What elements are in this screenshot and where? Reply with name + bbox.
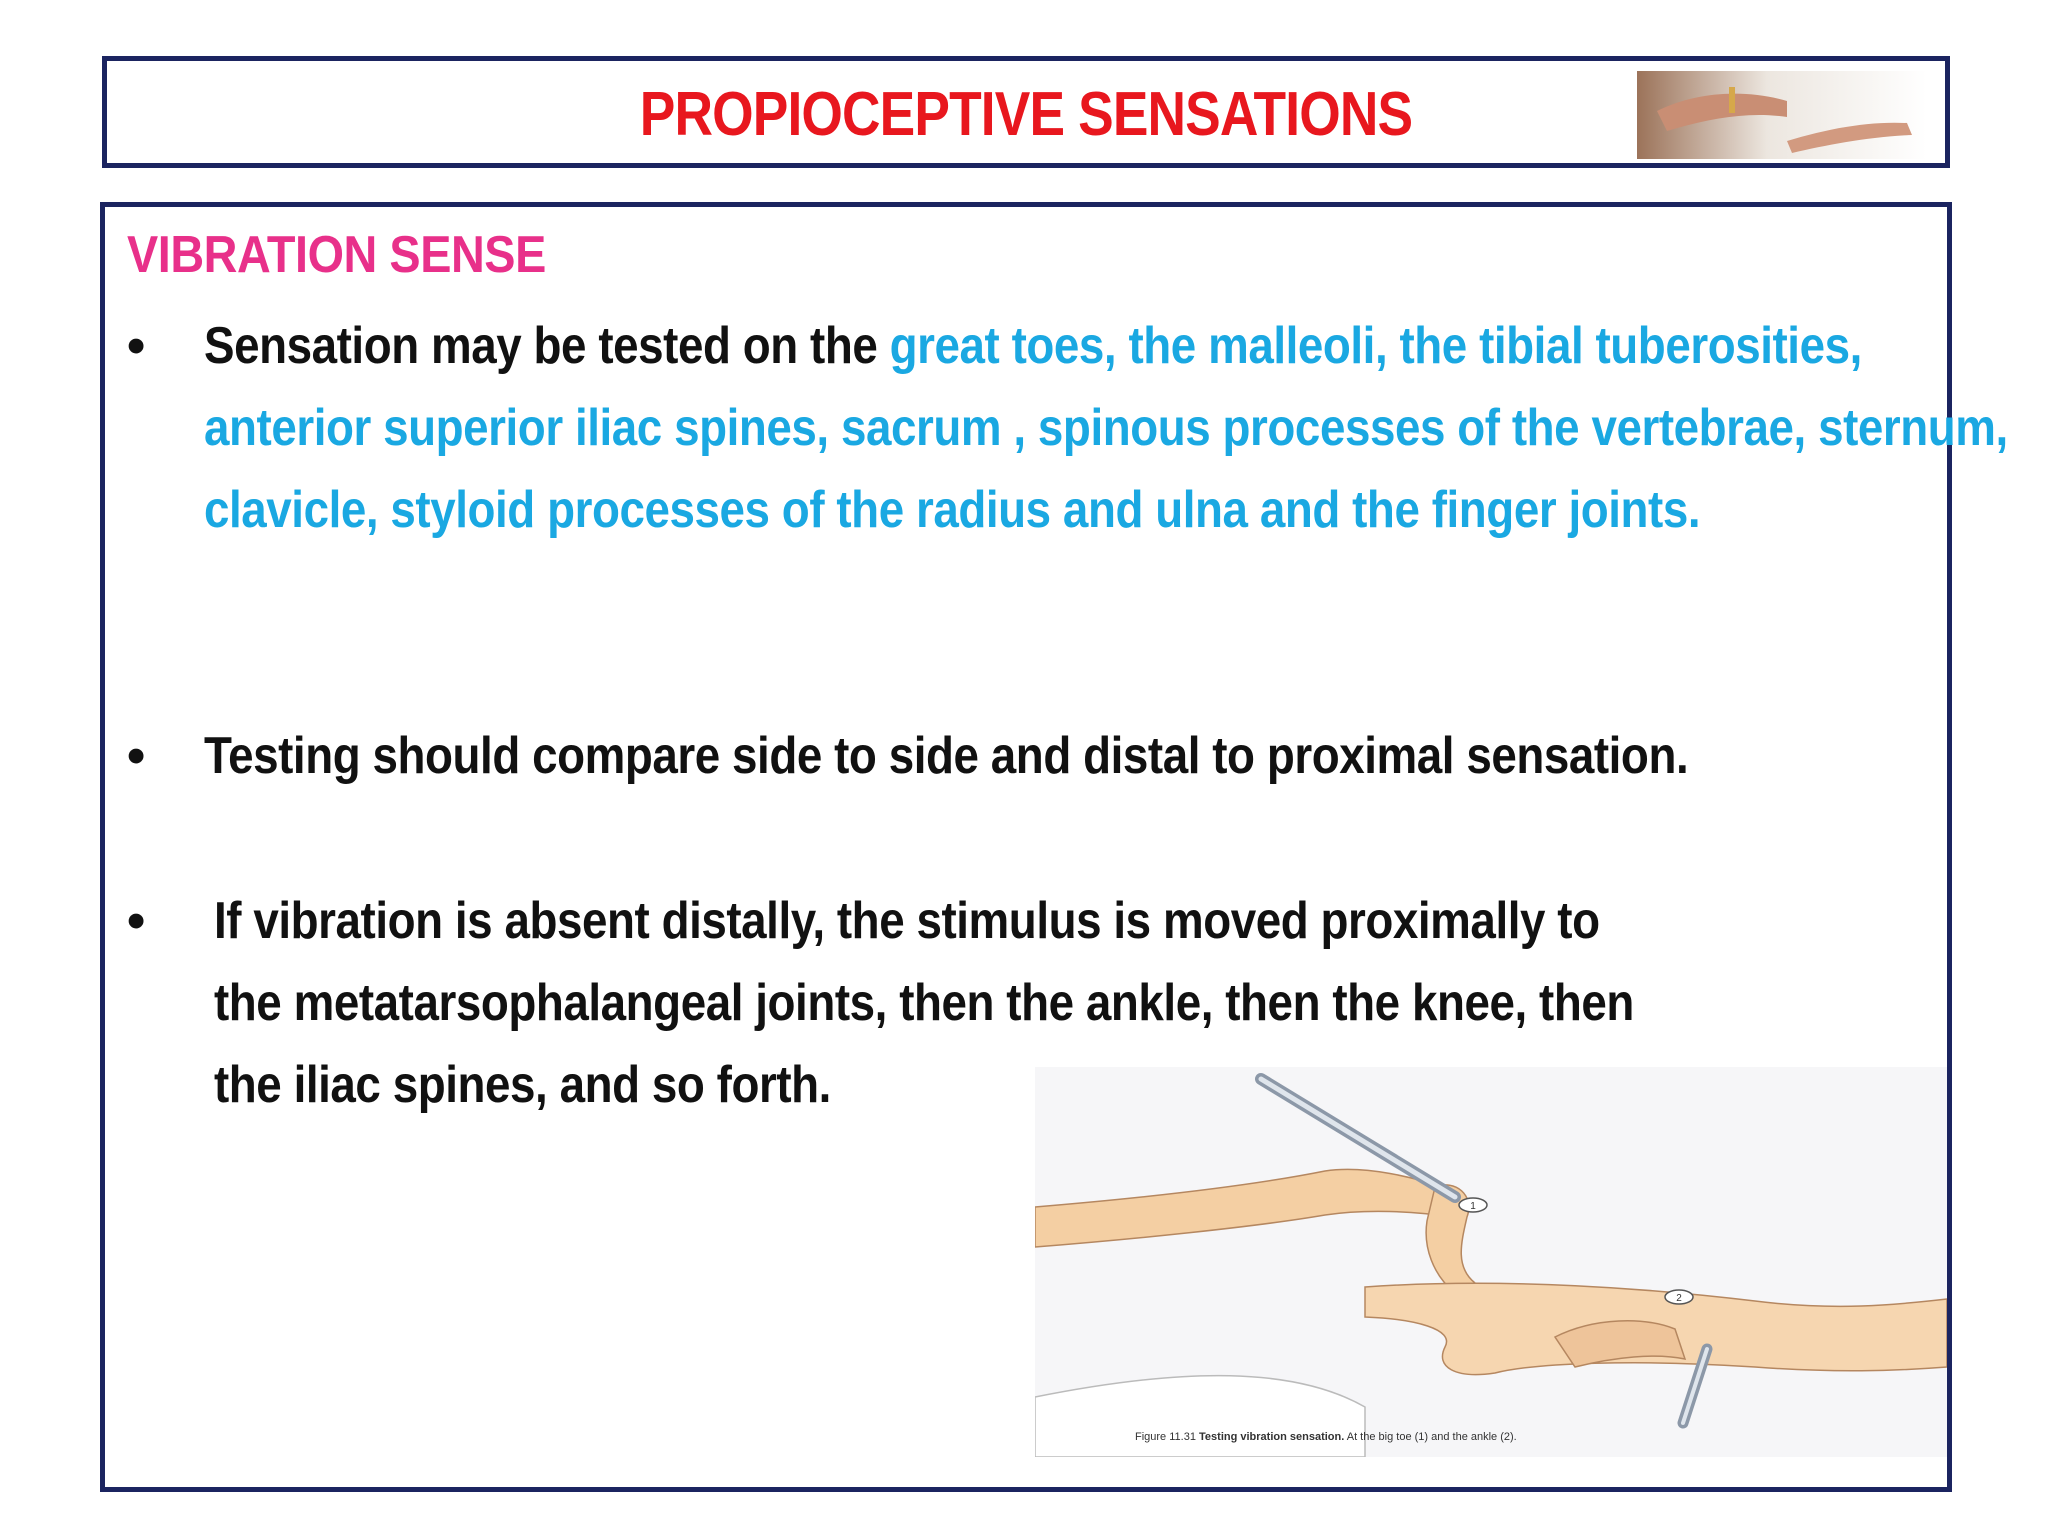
section-heading: VIBRATION SENSE — [127, 226, 546, 284]
figure-label-1: 1 — [1470, 1201, 1476, 1212]
figure-caption-title: Testing vibration sensation. — [1199, 1431, 1345, 1443]
slide-title: PROPIOCEPTIVE SENSATIONS — [639, 80, 1413, 149]
bullet-text: Testing should compare side to side and distal to proximal sensation. — [204, 727, 1689, 785]
bullet-item — [127, 305, 2008, 645]
hand-photo-thumbnail — [1637, 71, 1927, 159]
figure-caption-rest: At the big toe (1) and the ankle (2). — [1346, 1431, 1517, 1443]
bullet-text: Sensation may be tested on the — [204, 317, 890, 375]
vibration-test-figure — [1035, 1067, 1947, 1457]
figure-label-2: 2 — [1676, 1293, 1682, 1304]
figure-number: Figure 11.31 — [1135, 1431, 1196, 1443]
content-panel — [100, 202, 2008, 1492]
body-sites-highlight: great toes, the malleoli, the tibial tuberosities, anterior superior iliac spines, sacrum , spinous processes of the vertebrae, sternum, clavicle, styloid processes of the radius and ulna and the finger joints. — [204, 317, 2008, 539]
title-banner — [102, 56, 1950, 168]
bullet-dot: • — [127, 317, 145, 375]
bullet-text: If vibration is absent distally, the stimulus is moved proximally to the metatarsophalangeal joints, then the ankle, then the knee, then the iliac spines, and so forth. — [214, 892, 1634, 1114]
bullet-item — [127, 715, 1927, 805]
bullet-dot: • — [127, 727, 145, 785]
tuning-fork-illustration — [1035, 1067, 1947, 1457]
figure-caption — [1135, 1431, 1517, 1443]
bullet-dot: • — [127, 892, 145, 950]
